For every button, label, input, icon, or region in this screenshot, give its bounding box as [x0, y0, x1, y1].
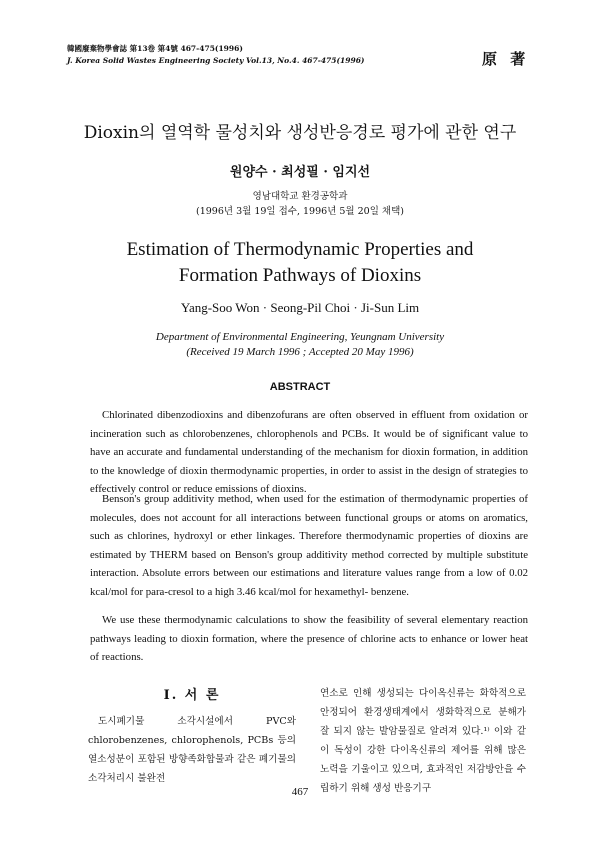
abstract-paragraph-text: Chlorinated dibenzodioxins and dibenzofurans are often observed in effluent from oxidation or incineration such as chlorobenzenes, chlorophenols and PCBs. It would be of significant value to have an accurate and fundamental understanding of the mechanism for dioxin formation, in addition to the knowledge of dioxin thermodynamic properties, in order to assist in the design of strategies to effectively control or reduce emissions of dioxins.: [90, 409, 528, 495]
authors-korean: 원양수 · 최성필 · 임지선: [229, 165, 371, 180]
dates-english: (Received 19 March 1996 ; Accepted 20 May 1996): [186, 346, 414, 358]
abstract-paragraph: [90, 490, 528, 601]
journal-header-ko: 韓國廢棄物學會誌 第13卷 第4號 467-475(1996): [67, 44, 243, 53]
section-heading-introduction: Ⅰ. 서 론: [163, 688, 221, 703]
article-category-tag: 原 著: [482, 50, 530, 68]
journal-header-en: J. Korea Solid Wastes Engineering Society Vol.13, No.4. 467-475(1996): [67, 56, 365, 65]
affiliation-korean: 영남대학교 환경공학과: [252, 191, 348, 202]
title-english-line2: Formation Pathways of Dioxins: [178, 265, 422, 286]
right-column-text: 연소로 인해 생성되는 다이옥신류는 화학적으로 안정되어 환경생태계에서 생화학적으로 분해가 잘 되지 않는 발암물질로 알려져 있다.¹⁾ 이와 같이 독성이 강한 다이옥신류의 제어를 위해 많은 노력을 기울이고 있으며, 효과적인 저감방안을 수립하기 위해 생성 반응기구: [320, 688, 526, 794]
affiliation-english: Department of Environmental Engineering, Yeungnam University: [155, 331, 445, 343]
dates-korean: (1996년 3월 19일 접수, 1996년 5월 20일 채택): [196, 206, 404, 217]
title-english-line1: Estimation of Thermodynamic Properties and: [126, 239, 474, 260]
page-number: 467: [291, 786, 309, 798]
title-korean: Dioxin의 열역학 물성치와 생성반응경로 평가에 관한 연구: [83, 123, 517, 143]
left-column-text: 도시폐기물 소각시설에서 PVC와 chlorobenzenes, chlorophenols, PCBs 등의 열소성분이 포함된 방향족화합물과 같은 폐기물의 소각처리시 불완전: [88, 716, 296, 784]
abstract-paragraph-text: We use these thermodynamic calculations to show the feasibility of several elementary reaction pathways leading to dioxin formation, where the presence of chlorine acts to enhance or lower heat of reactions.: [90, 614, 528, 663]
abstract-paragraph-text: Benson's group additivity method, when used for the estimation of thermodynamic properties of molecules, does not account for all interactions between functional groups or atoms on aromatics, such as chlorines, hydroxyl or ether linkages. Therefore thermodynamic properties of dioxins are estimated by THERM based on Benson's group additivity method corrected by multiple substitute interaction. Absolute errors between our estimations and literature values range from a low of 0.02 kcal/mol for para-cresol to a high 3.46 kcal/mol for hexamethyl- benzene.: [90, 493, 528, 598]
abstract-heading: ABSTRACT: [269, 381, 331, 393]
abstract-paragraph: [90, 611, 528, 667]
abstract-paragraph: [90, 406, 528, 499]
authors-english: Yang-Soo Won · Seong-Pil Choi · Ji-Sun Lim: [180, 300, 420, 315]
